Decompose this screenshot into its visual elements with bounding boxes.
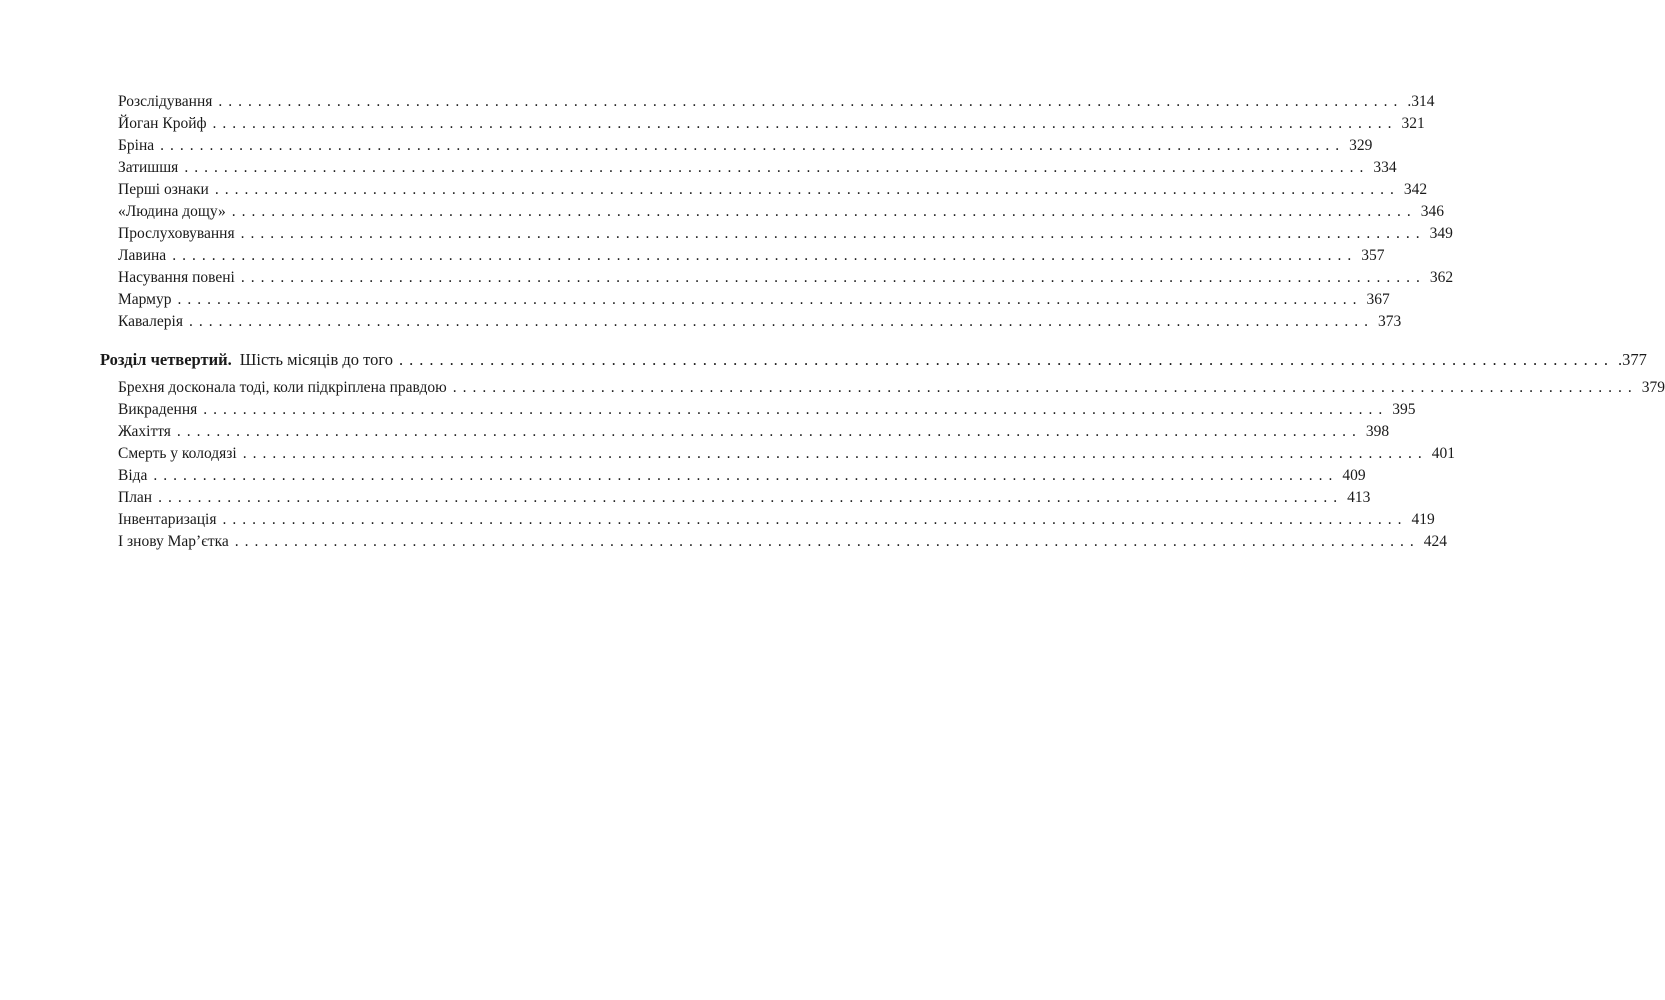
- toc-entry-title: Кавалерія: [118, 313, 183, 330]
- dot-leader: ........................................................................................................................: [177, 291, 1363, 308]
- toc-entry-page: 367: [1366, 291, 1390, 308]
- toc-entry[interactable]: [100, 289, 1390, 311]
- toc-part-title: Шість місяців до того: [239, 350, 394, 369]
- toc-part-page: .377: [1618, 350, 1647, 369]
- table-of-contents: [100, 91, 1665, 553]
- toc-entry-title: Жахіття: [118, 423, 171, 440]
- dot-leader: ........................................................................................................................: [222, 511, 1408, 528]
- toc-entry-title: Йоган Кройф: [118, 115, 207, 132]
- toc-entry[interactable]: [100, 377, 1665, 399]
- toc-entry-page: 357: [1361, 247, 1385, 264]
- toc-entry[interactable]: [100, 487, 1371, 509]
- dot-leader: ........................................................................................................................: [242, 445, 1428, 462]
- toc-entry[interactable]: [100, 399, 1416, 421]
- toc-entry-page: 398: [1365, 423, 1390, 440]
- toc-entry-page: 362: [1429, 269, 1454, 286]
- toc-entry-title: І знову Мар’єтка: [118, 533, 229, 550]
- toc-entry-page: 395: [1392, 401, 1416, 418]
- dot-leader: ........................................................................................................................: [203, 401, 1389, 418]
- toc-entry[interactable]: [100, 311, 1402, 333]
- toc-entry[interactable]: [100, 509, 1435, 531]
- toc-group-chapter-four: [100, 377, 1665, 553]
- toc-part-label: Розділ четвертий.: [100, 350, 232, 369]
- toc-entry-page: 424: [1423, 533, 1448, 550]
- toc-entry-title: Насування повені: [118, 269, 235, 286]
- toc-entry-page: 349: [1429, 225, 1453, 242]
- toc-entry-page: .314: [1407, 93, 1435, 110]
- toc-entry-page: 321: [1401, 115, 1425, 132]
- toc-entry[interactable]: [100, 91, 1435, 113]
- dot-leader: ........................................................................................................................: [188, 313, 1374, 330]
- toc-entry-title: Бріна: [118, 137, 155, 154]
- toc-part-heading[interactable]: [100, 349, 1647, 371]
- toc-entry-page: 419: [1411, 511, 1435, 528]
- toc-entry-title: «Людина дощу»: [118, 203, 226, 220]
- dot-leader: ........................................................................................................................: [399, 350, 1615, 369]
- toc-entry-title: Мармур: [118, 291, 172, 308]
- toc-entry-page: 329: [1349, 137, 1373, 154]
- toc-entry-page: 379: [1641, 379, 1665, 396]
- toc-entry[interactable]: [100, 157, 1397, 179]
- dot-leader: ........................................................................................................................: [172, 247, 1358, 264]
- toc-entry-title: Смерть у колодязі: [118, 445, 237, 462]
- toc-entry[interactable]: [100, 443, 1455, 465]
- toc-entry[interactable]: [100, 113, 1425, 135]
- toc-entry-title: Прослуховування: [118, 225, 235, 242]
- toc-entry-title: План: [118, 489, 153, 506]
- toc-entry-title: Віда: [118, 467, 148, 484]
- toc-entry-page: 401: [1431, 445, 1455, 462]
- toc-entry[interactable]: [100, 223, 1453, 245]
- dot-leader: ........................................................................................................................: [240, 225, 1426, 242]
- toc-entry-page: 346: [1420, 203, 1444, 220]
- dot-leader: ........................................................................................................................: [153, 467, 1339, 484]
- dot-leader: ........................................................................................................................: [231, 203, 1417, 220]
- toc-entry-page: 334: [1373, 159, 1397, 176]
- toc-entry-title: Викрадення: [118, 401, 198, 418]
- toc-entry[interactable]: [100, 465, 1366, 487]
- dot-leader: ........................................................................................................................: [234, 533, 1420, 550]
- dot-leader: ........................................................................................................................: [240, 269, 1426, 286]
- toc-entry[interactable]: [100, 245, 1385, 267]
- toc-entry[interactable]: [100, 179, 1428, 201]
- toc-entry[interactable]: [100, 531, 1448, 553]
- toc-entry-title: Перші ознаки: [118, 181, 209, 198]
- toc-entry-title: Затишшя: [118, 159, 179, 176]
- dot-leader: ........................................................................................................................: [212, 115, 1398, 132]
- toc-entry-page: 413: [1347, 489, 1371, 506]
- toc-entry[interactable]: [100, 421, 1390, 443]
- toc-entry[interactable]: [100, 135, 1373, 157]
- toc-entry-title: Лавина: [118, 247, 167, 264]
- toc-entry-title: Брехня досконала тоді, коли підкріплена правдою: [118, 379, 447, 396]
- dot-leader: ........................................................................................................................: [218, 93, 1404, 110]
- dot-leader: ........................................................................................................................: [184, 159, 1370, 176]
- toc-entry[interactable]: [100, 201, 1444, 223]
- toc-part-title-wrap: [100, 349, 393, 371]
- dot-leader: ........................................................................................................................: [176, 423, 1362, 440]
- toc-entry-page: 409: [1342, 467, 1366, 484]
- toc-entry-page: 342: [1403, 181, 1428, 198]
- dot-leader: ........................................................................................................................: [452, 379, 1638, 396]
- toc-entry[interactable]: [100, 267, 1454, 289]
- toc-entry-page: 373: [1377, 313, 1402, 330]
- toc-group-chapter-three: [100, 91, 1454, 333]
- toc-entry-title: Розслідування: [118, 93, 213, 110]
- dot-leader: ........................................................................................................................: [214, 181, 1400, 198]
- toc-entry-title: Інвентаризація: [118, 511, 217, 528]
- dot-leader: ........................................................................................................................: [158, 489, 1344, 506]
- dot-leader: ........................................................................................................................: [160, 137, 1346, 154]
